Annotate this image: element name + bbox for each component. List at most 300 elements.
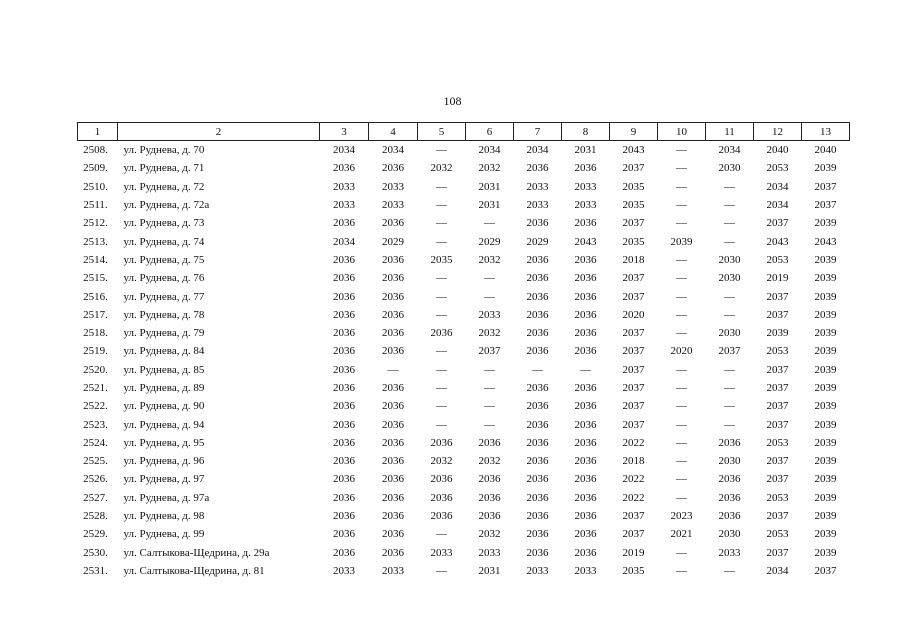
year-cell: — (436, 290, 447, 303)
address-cell: ул. Руднева, д. 73 (123, 217, 205, 230)
year-cell: 2037 (622, 162, 645, 175)
year-cell: 2036 (333, 455, 355, 468)
row-number-cell: 2522. (83, 400, 108, 413)
year-cell: — (436, 528, 447, 541)
year-cell: 2036 (333, 272, 355, 285)
address-cell: ул. Руднева, д. 90 (123, 400, 205, 413)
year-cell: 2036 (526, 290, 549, 303)
year-cell: 2034 (382, 144, 404, 157)
year-cell: — (724, 199, 735, 212)
year-cell: — (676, 400, 687, 413)
year-cell: — (676, 308, 687, 321)
year-cell: 2036 (333, 418, 355, 431)
year-cell: 2036 (382, 253, 404, 266)
year-cell: 2033 (574, 180, 597, 193)
year-cell: 2035 (622, 564, 645, 577)
year-cell: 2036 (333, 400, 355, 413)
year-cell: 2035 (622, 199, 645, 212)
year-cell: 2031 (478, 199, 501, 212)
year-cell: 2036 (430, 327, 453, 340)
year-cell: — (724, 180, 735, 193)
year-cell: — (436, 235, 447, 248)
year-cell: 2036 (382, 418, 404, 431)
year-cell: 2033 (382, 564, 404, 577)
year-cell: 2029 (478, 235, 501, 248)
row-number-cell: 2517. (83, 308, 108, 321)
year-cell: 2019 (622, 546, 645, 559)
year-cell: 2036 (333, 308, 355, 321)
column-header: 5 (418, 123, 466, 141)
year-cell: 2037 (622, 272, 645, 285)
year-cell: 2036 (478, 473, 501, 486)
year-cell: 2036 (478, 510, 501, 523)
year-cell: — (484, 272, 495, 285)
year-cell: 2036 (382, 510, 404, 523)
address-cell: ул. Руднева, д. 72а (123, 199, 210, 212)
year-cell: 2039 (814, 345, 837, 358)
address-cell: ул. Руднева, д. 97а (123, 491, 210, 504)
year-cell: — (484, 217, 495, 230)
year-cell: 2036 (430, 473, 453, 486)
year-cell: 2039 (814, 418, 837, 431)
year-cell: 2030 (718, 272, 741, 285)
year-cell: — (676, 290, 687, 303)
column-header: 6 (466, 123, 514, 141)
table-row (78, 470, 850, 488)
year-cell: 2036 (574, 162, 597, 175)
year-cell: 2039 (814, 510, 837, 523)
year-cell: — (724, 564, 735, 577)
column-header: 9 (610, 123, 658, 141)
row-number-cell: 2521. (83, 382, 108, 394)
year-cell: 2036 (333, 345, 355, 358)
year-cell: 2037 (766, 546, 789, 559)
year-cell: — (724, 418, 735, 431)
column-header: 10 (658, 123, 706, 141)
year-cell: 2031 (478, 564, 501, 577)
row-number-cell: 2513. (83, 235, 108, 248)
year-cell: 2037 (478, 345, 501, 358)
year-cell: 2036 (574, 272, 597, 285)
year-cell: — (676, 473, 687, 486)
year-cell: 2022 (622, 436, 645, 449)
year-cell: 2035 (622, 180, 645, 193)
year-cell: 2035 (622, 235, 645, 248)
year-cell: 2053 (766, 345, 789, 358)
year-cell: 2039 (814, 473, 837, 486)
table-row (78, 507, 850, 525)
year-cell: 2023 (670, 510, 693, 523)
table-row (78, 379, 850, 397)
year-cell: 2053 (766, 436, 789, 449)
year-cell: 2034 (333, 235, 355, 248)
year-cell: — (676, 546, 687, 559)
year-cell: — (676, 363, 687, 376)
year-cell: 2037 (622, 217, 645, 230)
year-cell: 2032 (478, 162, 501, 175)
row-number-cell: 2528. (83, 510, 108, 523)
year-cell: 2036 (526, 528, 549, 541)
year-cell: — (580, 363, 591, 376)
address-cell: ул. Руднева, д. 78 (123, 308, 205, 321)
column-header: 1 (78, 123, 118, 141)
year-cell: — (676, 162, 687, 175)
year-cell: — (724, 363, 735, 376)
year-cell: 2036 (526, 345, 549, 358)
year-cell: 2036 (382, 345, 404, 358)
table-row (78, 415, 850, 433)
year-cell: 2033 (430, 546, 453, 559)
year-cell: 2036 (526, 510, 549, 523)
year-cell: 2034 (766, 564, 789, 577)
year-cell: 2018 (622, 455, 645, 468)
year-cell: 2030 (718, 327, 741, 340)
year-cell: — (676, 382, 687, 394)
year-cell: 2029 (382, 235, 404, 248)
year-cell: 2033 (333, 180, 355, 193)
year-cell: 2037 (622, 327, 645, 340)
row-number-cell: 2530. (83, 546, 108, 559)
year-cell: 2036 (382, 382, 404, 394)
year-cell: 2036 (718, 510, 741, 523)
year-cell: — (532, 363, 543, 376)
column-header: 8 (562, 123, 610, 141)
row-number-cell: 2527. (83, 491, 108, 504)
year-cell: — (676, 564, 687, 577)
year-cell: 2036 (478, 436, 501, 449)
year-cell: 2036 (526, 253, 549, 266)
year-cell: — (724, 400, 735, 413)
year-cell: 2034 (766, 180, 789, 193)
year-cell: 2036 (430, 491, 453, 504)
year-cell: 2036 (574, 290, 597, 303)
table-row (78, 159, 850, 177)
year-cell: 2033 (478, 308, 501, 321)
address-cell: ул. Руднева, д. 77 (123, 290, 205, 303)
year-cell: 2037 (622, 528, 645, 541)
year-cell: 2036 (526, 327, 549, 340)
address-cell: ул. Руднева, д. 70 (123, 144, 205, 157)
column-header: 3 (320, 123, 369, 141)
year-cell: — (436, 199, 447, 212)
year-cell: — (436, 382, 447, 394)
row-number-cell: 2512. (83, 217, 108, 230)
address-cell: ул. Руднева, д. 84 (123, 345, 205, 358)
year-cell: 2033 (526, 199, 549, 212)
column-header: 12 (754, 123, 802, 141)
row-number-cell: 2516. (83, 290, 108, 303)
table-row (78, 434, 850, 452)
year-cell: 2043 (814, 235, 837, 248)
year-cell: 2036 (526, 217, 549, 230)
year-cell: 2033 (526, 180, 549, 193)
row-number-cell: 2518. (83, 327, 108, 340)
year-cell: 2039 (814, 272, 837, 285)
year-cell: 2043 (574, 235, 597, 248)
table-row (78, 306, 850, 324)
repair-schedule-table (77, 122, 850, 580)
column-header: 7 (514, 123, 562, 141)
table-row (78, 178, 850, 196)
year-cell: 2030 (718, 455, 741, 468)
year-cell: 2036 (574, 528, 597, 541)
address-cell: ул. Руднева, д. 89 (123, 382, 205, 394)
year-cell: 2037 (622, 418, 645, 431)
year-cell: — (484, 382, 495, 394)
table-row (78, 287, 850, 305)
year-cell: 2032 (478, 327, 501, 340)
row-number-cell: 2524. (83, 436, 108, 449)
year-cell: 2036 (526, 473, 549, 486)
year-cell: 2033 (526, 564, 549, 577)
year-cell: 2039 (814, 253, 837, 266)
address-cell: ул. Руднева, д. 79 (123, 327, 205, 340)
year-cell: — (676, 436, 687, 449)
year-cell: — (484, 290, 495, 303)
table-row (78, 232, 850, 250)
year-cell: 2036 (333, 546, 355, 559)
year-cell: 2020 (670, 345, 693, 358)
year-cell: 2035 (430, 253, 453, 266)
table-row (78, 324, 850, 342)
year-cell: 2036 (382, 290, 404, 303)
year-cell: 2033 (382, 180, 404, 193)
year-cell: 2039 (814, 528, 837, 541)
year-cell: 2037 (766, 400, 789, 413)
table-row (78, 544, 850, 562)
year-cell: — (724, 308, 735, 321)
year-cell: 2036 (526, 162, 549, 175)
page-number: 108 (443, 94, 462, 108)
year-cell: 2036 (574, 473, 597, 486)
year-cell: — (676, 144, 687, 157)
year-cell: 2033 (478, 546, 501, 559)
year-cell: 2036 (382, 455, 404, 468)
year-cell: 2039 (814, 455, 837, 468)
year-cell: 2022 (622, 491, 645, 504)
year-cell: — (436, 217, 447, 230)
year-cell: 2039 (814, 308, 837, 321)
year-cell: 2036 (574, 253, 597, 266)
year-cell: — (436, 400, 447, 413)
year-cell: 2037 (814, 180, 837, 193)
year-cell: — (676, 217, 687, 230)
year-cell: 2036 (333, 382, 355, 394)
year-cell: — (676, 327, 687, 340)
year-cell: 2032 (430, 162, 453, 175)
address-cell: ул. Руднева, д. 96 (123, 455, 205, 468)
year-cell: 2036 (382, 308, 404, 321)
address-cell: ул. Руднева, д. 99 (123, 528, 205, 541)
year-cell: 2037 (766, 290, 789, 303)
address-cell: ул. Руднева, д. 97 (123, 473, 205, 486)
year-cell: 2034 (478, 144, 501, 157)
year-cell: 2036 (718, 436, 741, 449)
row-number-cell: 2510. (83, 180, 108, 193)
address-cell: ул. Руднева, д. 85 (123, 363, 205, 376)
year-cell: 2036 (574, 491, 597, 504)
year-cell: — (724, 382, 735, 394)
year-cell: 2037 (814, 199, 837, 212)
year-cell: 2039 (814, 491, 837, 504)
row-number-cell: 2526. (83, 473, 108, 486)
year-cell: 2039 (814, 290, 837, 303)
year-cell: 2036 (574, 308, 597, 321)
year-cell: 2036 (574, 400, 597, 413)
year-cell: 2018 (622, 253, 645, 266)
year-cell: 2036 (526, 272, 549, 285)
year-cell: 2032 (478, 253, 501, 266)
year-cell: 2022 (622, 473, 645, 486)
table-row (78, 251, 850, 269)
year-cell: — (676, 418, 687, 431)
year-cell: 2036 (382, 162, 404, 175)
year-cell: 2036 (333, 253, 355, 266)
table-row (78, 489, 850, 507)
row-number-cell: 2529. (83, 528, 108, 541)
year-cell: 2036 (526, 400, 549, 413)
year-cell: 2036 (333, 436, 355, 449)
column-header: 11 (706, 123, 754, 141)
year-cell: 2037 (766, 473, 789, 486)
year-cell: 2036 (382, 217, 404, 230)
year-cell: 2039 (670, 235, 693, 248)
table-row (78, 525, 850, 543)
year-cell: — (436, 418, 447, 431)
row-number-cell: 2525. (83, 455, 108, 468)
address-cell: ул. Салтыкова-Щедрина, д. 81 (123, 564, 265, 577)
year-cell: 2033 (333, 199, 355, 212)
year-cell: 2033 (382, 199, 404, 212)
year-cell: 2039 (814, 162, 837, 175)
year-cell: 2036 (526, 308, 549, 321)
year-cell: 2036 (382, 546, 404, 559)
year-cell: 2030 (718, 162, 741, 175)
year-cell: 2036 (718, 491, 741, 504)
year-cell: 2036 (382, 272, 404, 285)
year-cell: 2036 (574, 455, 597, 468)
year-cell: 2036 (333, 473, 355, 486)
year-cell: — (676, 253, 687, 266)
year-cell: 2030 (718, 253, 741, 266)
year-cell: 2036 (430, 436, 453, 449)
row-number-cell: 2509. (83, 162, 108, 175)
year-cell: 2037 (622, 363, 645, 376)
table-row (78, 562, 850, 580)
year-cell: 2036 (333, 510, 355, 523)
year-cell: 2033 (718, 546, 741, 559)
column-header: 13 (802, 123, 850, 141)
row-number-cell: 2519. (83, 345, 108, 358)
year-cell: 2036 (333, 217, 355, 230)
year-cell: — (436, 308, 447, 321)
column-number-header-row (78, 123, 850, 141)
year-cell: — (436, 144, 447, 157)
year-cell: 2037 (766, 382, 789, 394)
address-cell: ул. Салтыкова-Щедрина, д. 29а (123, 546, 270, 559)
year-cell: 2033 (574, 564, 597, 577)
year-cell: 2039 (814, 546, 837, 559)
year-cell: 2037 (622, 290, 645, 303)
year-cell: 2039 (814, 436, 837, 449)
year-cell: — (387, 363, 399, 376)
year-cell: 2032 (478, 528, 501, 541)
year-cell: — (676, 199, 687, 212)
table-row (78, 141, 850, 160)
year-cell: — (724, 235, 735, 248)
year-cell: 2021 (670, 528, 693, 541)
year-cell: 2036 (574, 327, 597, 340)
year-cell: 2043 (622, 144, 645, 157)
year-cell: 2036 (382, 491, 404, 504)
year-cell: 2031 (574, 144, 597, 157)
year-cell: 2039 (814, 363, 837, 376)
row-number-cell: 2508. (83, 144, 108, 157)
year-cell: 2031 (478, 180, 501, 193)
year-cell: — (724, 217, 735, 230)
year-cell: 2039 (814, 382, 837, 394)
table-row (78, 269, 850, 287)
row-number-cell: 2520. (83, 363, 108, 376)
year-cell: 2037 (622, 400, 645, 413)
year-cell: 2036 (526, 546, 549, 559)
column-header: 4 (369, 123, 418, 141)
year-cell: 2039 (814, 217, 837, 230)
row-number-cell: 2514. (83, 253, 108, 266)
year-cell: — (484, 400, 495, 413)
year-cell: 2037 (766, 510, 789, 523)
year-cell: 2037 (766, 217, 789, 230)
year-cell: 2040 (766, 144, 789, 157)
table-row (78, 452, 850, 470)
year-cell: 2037 (766, 455, 789, 468)
year-cell: 2034 (766, 199, 789, 212)
address-cell: ул. Руднева, д. 75 (123, 253, 205, 266)
year-cell: 2037 (766, 308, 789, 321)
year-cell: 2039 (766, 327, 789, 340)
year-cell: 2036 (430, 510, 453, 523)
table-row (78, 361, 850, 379)
year-cell: — (724, 290, 735, 303)
year-cell: 2043 (766, 235, 789, 248)
column-header: 2 (118, 123, 320, 141)
year-cell: 2036 (526, 382, 549, 394)
year-cell: — (436, 363, 447, 376)
year-cell: — (436, 180, 447, 193)
year-cell: 2019 (766, 272, 789, 285)
year-cell: 2034 (526, 144, 549, 157)
year-cell: 2036 (333, 327, 355, 340)
year-cell: 2036 (526, 436, 549, 449)
row-number-cell: 2515. (83, 272, 108, 285)
year-cell: 2036 (574, 217, 597, 230)
year-cell: 2036 (333, 491, 355, 504)
year-cell: 2036 (574, 546, 597, 559)
year-cell: 2033 (333, 564, 355, 577)
year-cell: 2037 (718, 345, 741, 358)
table-row (78, 214, 850, 232)
year-cell: 2036 (478, 491, 501, 504)
year-cell: 2036 (333, 162, 355, 175)
row-number-cell: 2511. (83, 199, 108, 212)
year-cell: 2036 (333, 290, 355, 303)
year-cell: 2033 (574, 199, 597, 212)
year-cell: 2037 (814, 564, 837, 577)
year-cell: 2036 (718, 473, 741, 486)
year-cell: — (484, 363, 495, 376)
year-cell: 2036 (526, 491, 549, 504)
address-cell: ул. Руднева, д. 74 (123, 235, 205, 248)
